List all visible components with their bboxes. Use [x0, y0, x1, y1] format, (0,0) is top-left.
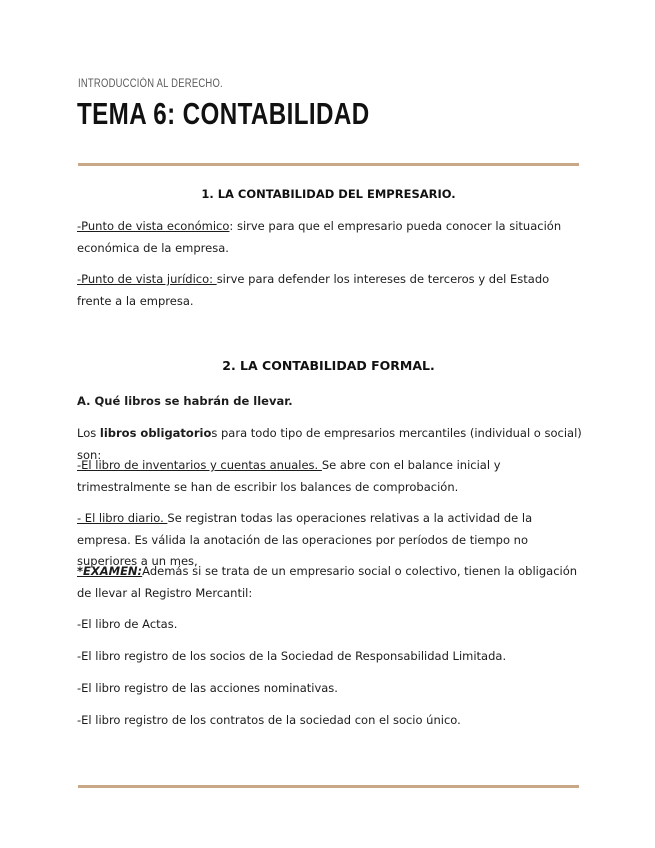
section-1-heading: 1. LA CONTABILIDAD DEL EMPRESARIO.	[201, 187, 456, 201]
legal-view-label: -Punto de vista jurídico:	[77, 272, 217, 286]
intro-bold: libros obligatorio	[99, 426, 212, 440]
section-2-heading: 2. LA CONTABILIDAD FORMAL.	[222, 358, 435, 373]
bottom-divider	[78, 785, 579, 788]
economic-view-label: -Punto de vista económico	[77, 219, 230, 233]
exam-text: Además si se trata de un empresario social o colectivo, tienen la obligación de llevar al Registro Mercantil:	[77, 564, 578, 600]
daily-book-label: - El libro diario.	[77, 511, 168, 525]
inventory-book-text: Se abre con el balance inicial y trimestralmente se han de escribir los balances de comprobación.	[77, 458, 501, 494]
paragraph-inventory-book	[77, 455, 582, 498]
intro-before: Los	[77, 426, 100, 440]
paragraph-exam-note	[77, 561, 582, 604]
legal-view-text: sirve para defender los intereses de terceros y del Estado frente a la empresa.	[77, 272, 550, 308]
list-item: -El libro de Actas.	[77, 617, 178, 631]
top-divider	[78, 163, 579, 166]
list-item: -El libro registro de las acciones nominativas.	[77, 681, 338, 695]
inventory-book-label: -El libro de inventarios y cuentas anuales.	[77, 458, 322, 472]
course-kicker: INTRODUCCIÓN AL DERECHO.	[78, 78, 223, 90]
economic-view-text: : sirve para que el empresario pueda conocer la situación económica de la empresa.	[77, 219, 562, 255]
page-title: TEMA 6: CONTABILIDAD	[77, 96, 370, 131]
paragraph-legal-view	[77, 269, 582, 312]
exam-label: *EXAMEN:	[77, 564, 143, 578]
paragraph-economic-view	[77, 216, 582, 259]
intro-after: s para todo tipo de empresarios mercantiles (individual o social) son:	[77, 426, 582, 462]
list-item: -El libro registro de los contratos de la sociedad con el socio único.	[77, 713, 461, 727]
list-item: -El libro registro de los socios de la Sociedad de Responsabilidad Limitada.	[77, 649, 507, 663]
daily-book-text: Se registran todas las operaciones relativas a la actividad de la empresa. Es válida la anotación de las operaciones por períodos de tiempo no superiores a un mes,	[77, 511, 533, 568]
subheading-books: A. Qué libros se habrán de llevar.	[77, 394, 293, 408]
